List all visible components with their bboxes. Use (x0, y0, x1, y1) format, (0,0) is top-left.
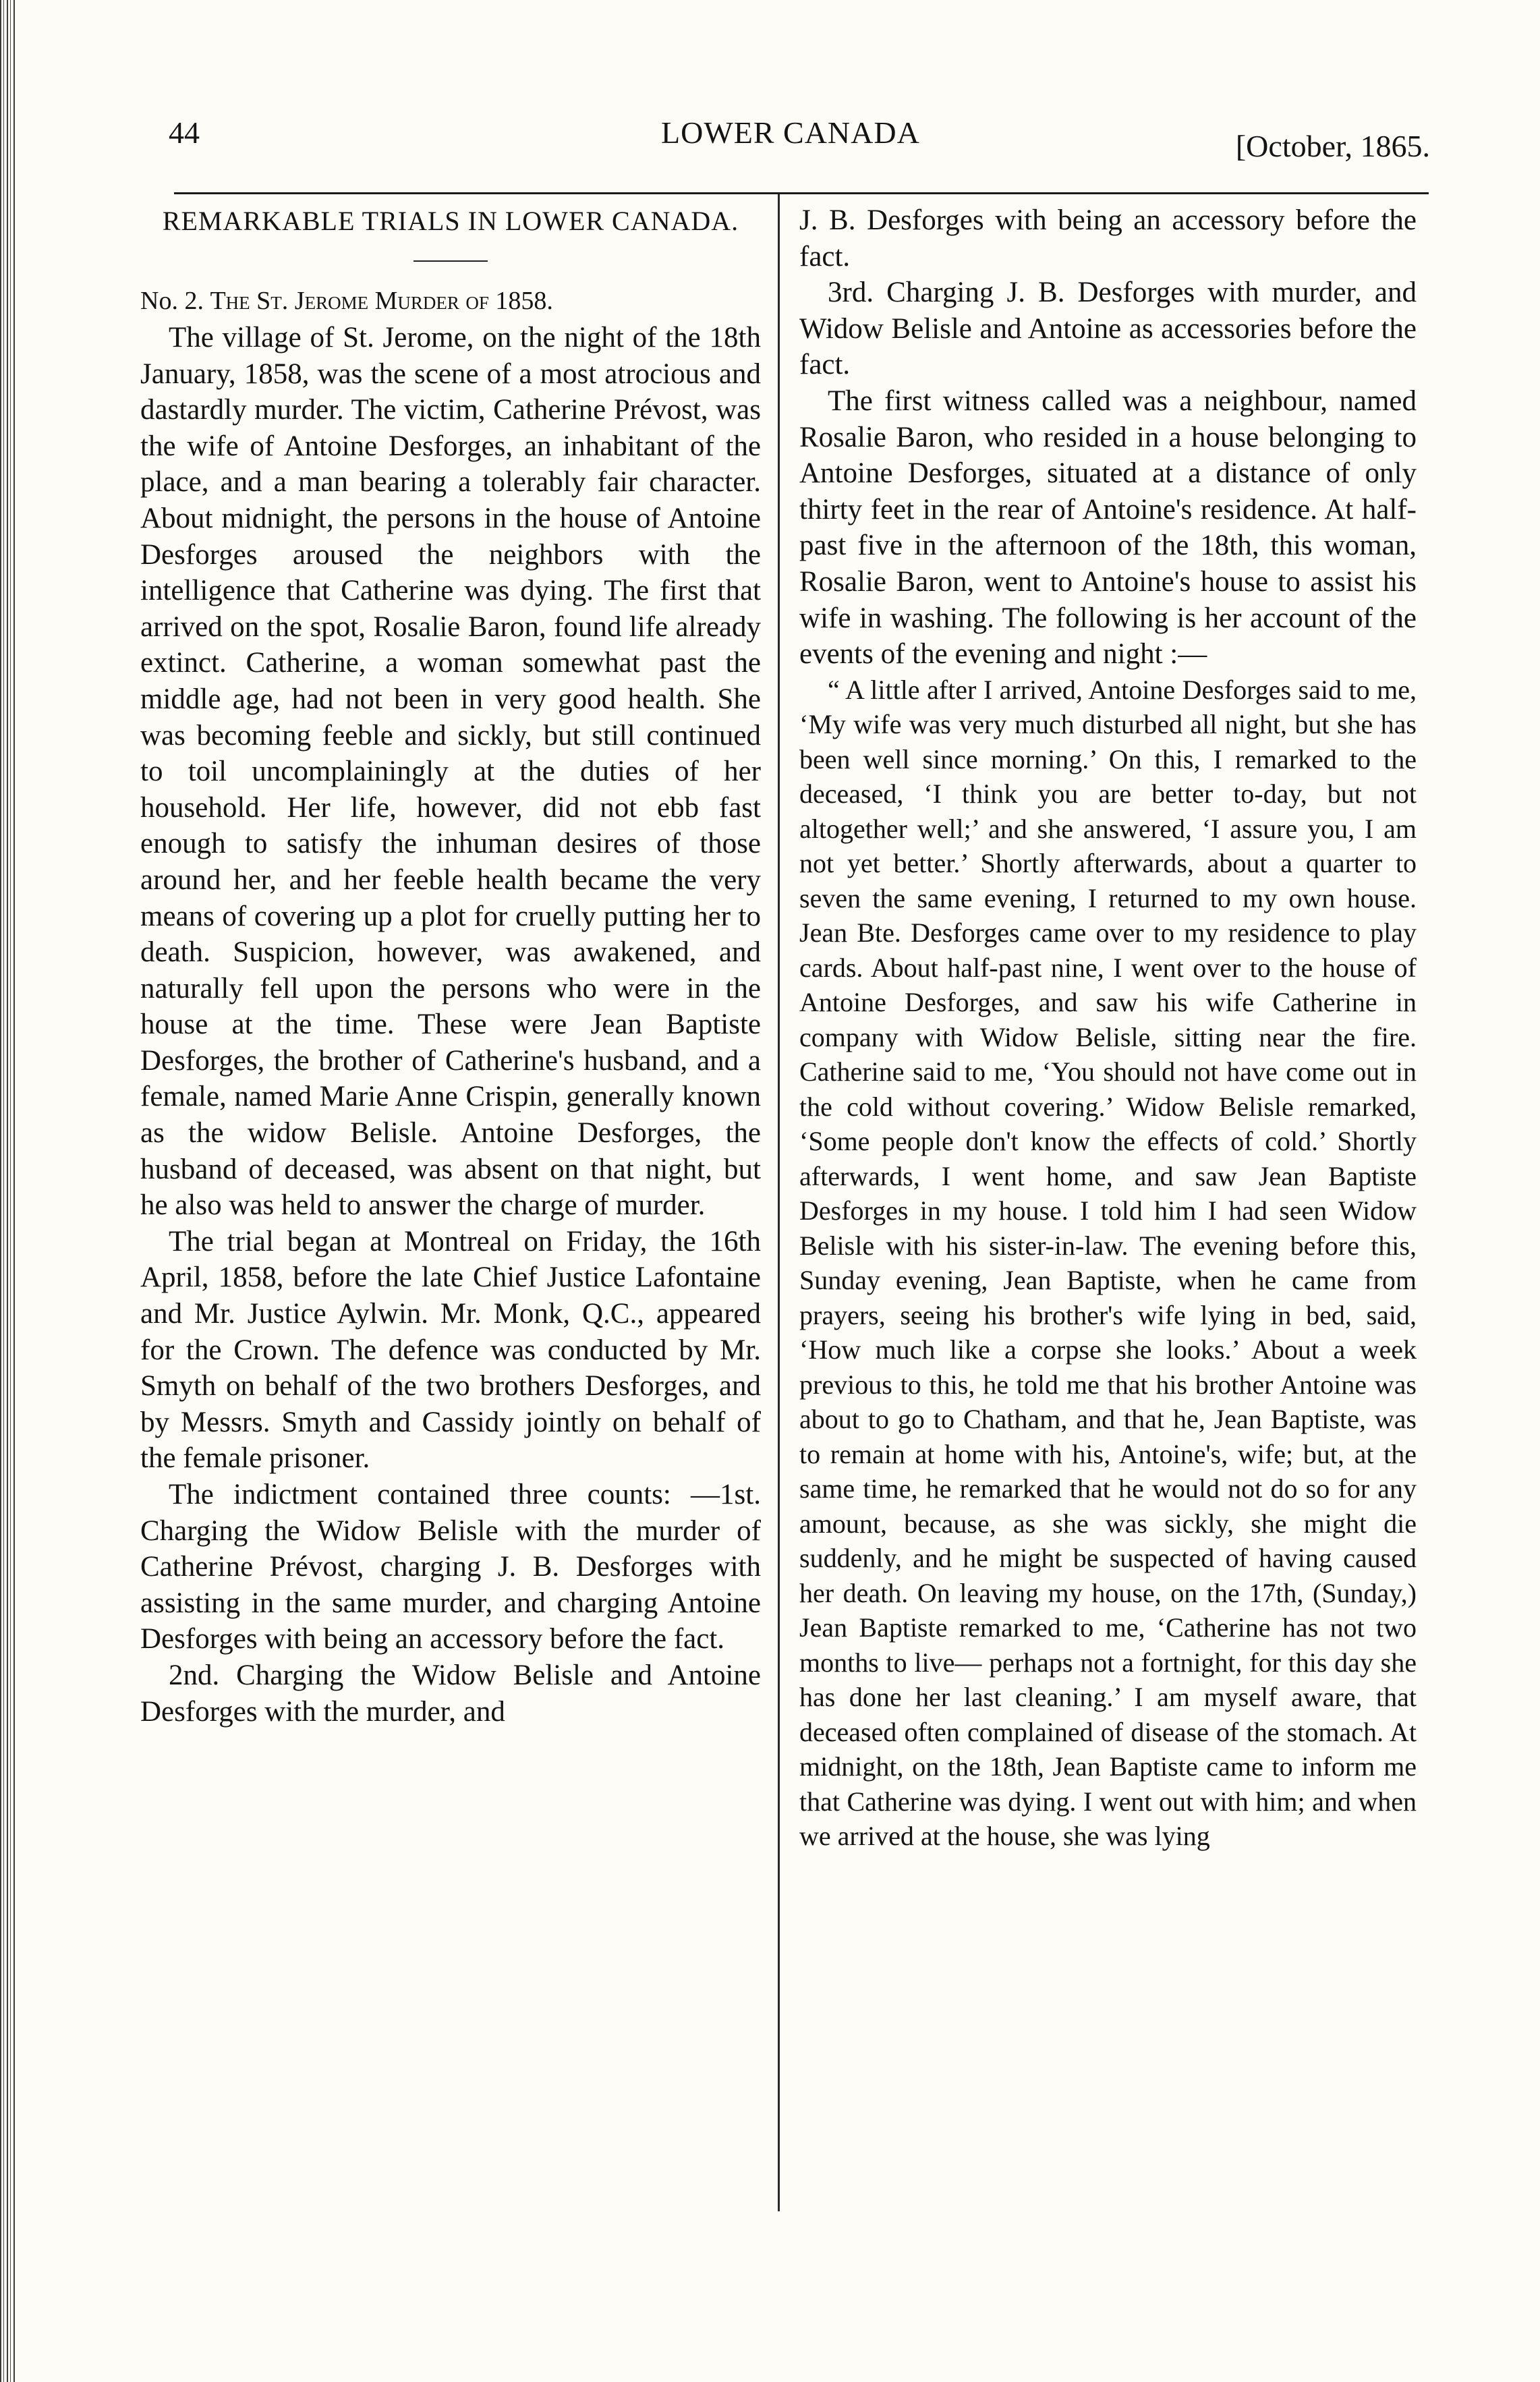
paragraph: The first witness called was a neighbour, named Rosalie Baron, who resided in a house belonging to Antoine Desforges, situated at a distance of only thirty feet in the rear of Antoine's residence. At half-past five in the afternoon of the 18th, this woman, Rosalie Baron, went to Antoine's house to assist his wife in washing. The following is her account of the events of the evening and night :— (799, 385, 1417, 671)
column-divider (778, 194, 780, 2211)
paragraph: 2nd. Charging the Widow Belisle and Antoine Desforges with the murder, and (140, 1659, 761, 1728)
article-title: REMARKABLE TRIALS IN LOWER CANADA. (162, 206, 739, 236)
paragraph: J. B. Desforges with being an accessory before the fact. (799, 204, 1417, 273)
header-rule (174, 192, 1429, 194)
subhead-title: The St. Jerome Murder of 1858. (210, 287, 553, 315)
left-column (140, 202, 761, 1730)
scan-edge-artifact (0, 0, 15, 2382)
paragraph: The indictment contained three counts: —1st. Charging the Widow Belisle with the murder of Catherine Prévost, charging J. B. Desforges with assisting in the same murder, and charging Antoine Desforges with being an accessory before the fact. (140, 1479, 761, 1655)
page-header (169, 115, 1430, 162)
subhead-number: No. 2. (140, 287, 204, 315)
article-subhead (140, 282, 761, 320)
running-title: LOWER CANADA (661, 115, 920, 150)
page-number: 44 (169, 115, 200, 150)
paragraph: 3rd. Charging J. B. Desforges with murder, and Widow Belisle and Antoine as accessories before the fact. (799, 277, 1417, 381)
title-rule (413, 260, 488, 262)
right-column (799, 202, 1417, 1854)
paragraph: The trial began at Montreal on Friday, the 16th April, 1858, before the late Chief Justice Lafontaine and Mr. Justice Aylwin. Mr. Monk, Q.C., appeared for the Crown. The defence was conducted by Mr. Smyth on behalf of the two brothers Desforges, and by Messrs. Smyth and Cassidy jointly on behalf of the female prisoner. (140, 1225, 761, 1475)
issue-date: [October, 1865. (1235, 129, 1430, 163)
paragraph: The village of St. Jerome, on the night of the 18th January, 1858, was the scene of a most atrocious and dastardly murder. The victim, Catherine Prévost, was the wife of Antoine Desforges, an inhabitant of the place, and a man bearing a tolerably fair character. About midnight, the persons in the house of Antoine Desforges aroused the neighbors with the intelligence that Catherine was dying. The first that arrived on the spot, Rosalie Baron, found life already extinct. Catherine, a woman somewhat past the middle age, had not been in very good health. She was becoming feeble and sickly, but still continued to toil uncomplainingly at the duties of her household. Her life, however, did not ebb fast enough to satisfy the inhuman desires of those around her, and her feeble health became the very means of covering up a plot for cruelly putting her to death. Suspicion, however, was awakened, and naturally fell upon the persons who were in the house at the time. These were Jean Baptiste Desforges, the brother of Catherine's husband, and a female, named Marie Anne Crispin, generally known as the widow Belisle. Antoine Desforges, the husband of deceased, was absent on that night, but he also was held to answer the charge of murder. (140, 322, 761, 1222)
witness-testimony: “ A little after I arrived, Antoine Desforges said to me, ‘My wife was very much disturbed all night, but she has been well since morning.’ On this, I remarked to the deceased, ‘I think you are better to-day, but not altogether well;’ and she answered, ‘I assure you, I am not yet better.’ Shortly afterwards, about a quarter to seven the same evening, I returned to my own house. Jean Bte. Desforges came over to my residence to play cards. About half-past nine, I went over to the house of Antoine Desforges, and saw his wife Catherine in company with Widow Belisle, sitting near the fire. Catherine said to me, ‘You should not have come out in the cold without covering.’ Widow Belisle remarked, ‘Some people don't know the effects of cold.’ Shortly afterwards, I went home, and saw Jean Baptiste Desforges in my house. I told him I had seen Widow Belisle with his sister-in-law. The evening before this, Sunday evening, Jean Baptiste, when he came from prayers, seeing his brother's wife lying in bed, said, ‘How much like a corpse she looks.’ About a week previous to this, he told me that his brother Antoine was about to go to Chatham, and that he, Jean Baptiste, was to remain at home with his, Antoine's, wife; but, at the same time, he remarked that he would not do so for any amount, because, as she was sickly, she might die suddenly, and he might be suspected of having caused her death. On leaving my house, on the 17th, (Sunday,) Jean Baptiste remarked to me, ‘Catherine has not two months to live— perhaps not a fortnight, for this day she has done her last cleaning.’ I am myself aware, that deceased often complained of disease of the stomach. At midnight, on the 18th, Jean Baptiste came to inform me that Catherine was dying. I went out with him; and when we arrived at the house, she was lying (799, 674, 1417, 1852)
